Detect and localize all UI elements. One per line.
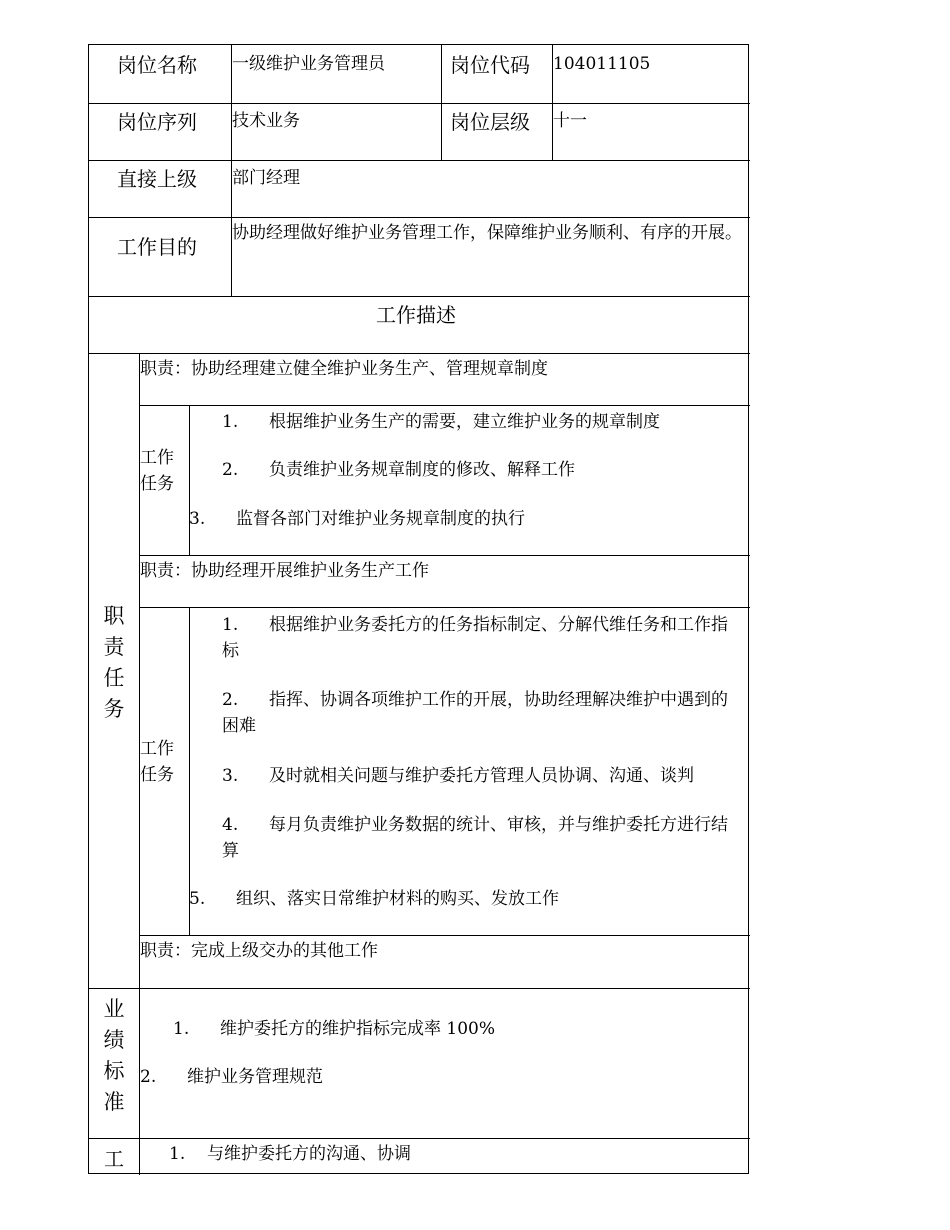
task-item xyxy=(222,812,742,864)
task-text: 根据维护业务委托方的任务指标制定、分解代维任务和工作指标 xyxy=(222,615,728,661)
purpose-label: 工作目的 xyxy=(117,235,197,259)
row-divider xyxy=(89,353,750,354)
performance-text: 维护业务管理规范 xyxy=(187,1067,323,1087)
sequence-label: 岗位序列 xyxy=(117,110,197,134)
task-item xyxy=(189,511,525,528)
task-label-1: 工作任务 xyxy=(140,448,174,494)
row-divider xyxy=(89,160,750,161)
task-item xyxy=(222,462,575,479)
col-divider xyxy=(189,607,190,935)
position-name-label: 岗位名称 xyxy=(117,53,197,77)
responsibility-1: 职责：协助经理建立健全维护业务生产、管理规章制度 xyxy=(140,359,548,379)
performance-number: 1. xyxy=(173,1019,190,1039)
task-number: 3. xyxy=(189,509,206,529)
duties-label: 职责任务 xyxy=(103,604,125,721)
task-text: 每月负责维护业务数据的统计、审核，并与维护委托方进行结算 xyxy=(222,815,728,861)
row-divider xyxy=(140,935,750,936)
task-number: 2. xyxy=(222,690,239,710)
relation-number: 1. xyxy=(169,1144,186,1164)
col-divider xyxy=(189,405,190,555)
task-text: 监督各部门对维护业务规章制度的执行 xyxy=(236,509,525,529)
sequence-value: 技术业务 xyxy=(232,111,300,131)
task-item xyxy=(222,687,742,739)
supervisor-label: 直接上级 xyxy=(117,167,197,191)
task-text: 组织、落实日常维护材料的购买、发放工作 xyxy=(236,889,559,909)
row-divider xyxy=(140,607,750,608)
row-divider xyxy=(140,555,750,556)
task-text: 及时就相关问题与维护委托方管理人员协调、沟通、谈判 xyxy=(269,766,694,786)
level-value: 十一 xyxy=(553,111,587,131)
responsibility-2: 职责：协助经理开展维护业务生产工作 xyxy=(140,561,429,581)
task-number: 3. xyxy=(222,766,239,786)
task-number: 1. xyxy=(222,412,239,432)
task-text: 根据维护业务生产的需要，建立维护业务的规章制度 xyxy=(269,412,660,432)
col-divider xyxy=(441,45,442,160)
relation-item xyxy=(169,1146,411,1163)
row-divider xyxy=(89,296,750,297)
performance-item xyxy=(140,1069,323,1086)
task-number: 4. xyxy=(222,815,239,835)
task-item xyxy=(222,763,742,789)
purpose-value: 协助经理做好维护业务管理工作，保障维护业务顺利、有序的开展。 xyxy=(232,223,742,243)
level-label: 岗位层级 xyxy=(450,110,530,134)
task-text: 负责维护业务规章制度的修改、解释工作 xyxy=(269,460,575,480)
task-number: 2. xyxy=(222,460,239,480)
task-text: 指挥、协调各项维护工作的开展，协助经理解决维护中遇到的困难 xyxy=(222,690,728,736)
row-divider xyxy=(89,1138,750,1139)
performance-number: 2. xyxy=(140,1067,157,1087)
row-divider xyxy=(89,103,750,104)
task-item xyxy=(222,612,742,664)
responsibility-3: 职责：完成上级交办的其他工作 xyxy=(140,941,378,961)
relation-text: 与维护委托方的沟通、协调 xyxy=(207,1144,411,1164)
performance-text: 维护委托方的维护指标完成率 100% xyxy=(220,1019,496,1039)
position-code-label: 岗位代码 xyxy=(450,53,530,77)
task-label-2: 工作任务 xyxy=(140,739,174,785)
performance-label: 业绩标准 xyxy=(103,997,125,1114)
task-item xyxy=(189,891,559,908)
relations-label-partial: 工 xyxy=(104,1147,124,1171)
row-divider xyxy=(140,405,750,406)
supervisor-value: 部门经理 xyxy=(232,168,300,188)
task-number: 5. xyxy=(189,889,206,909)
position-code-value: 104011105 xyxy=(553,54,651,74)
task-item xyxy=(222,414,660,431)
row-divider xyxy=(89,217,750,218)
performance-item xyxy=(173,1021,495,1038)
row-divider xyxy=(89,988,750,989)
position-name-value: 一级维护业务管理员 xyxy=(232,54,385,74)
task-number: 1. xyxy=(222,615,239,635)
job-description-table xyxy=(88,44,749,1174)
description-title: 工作描述 xyxy=(376,303,456,327)
